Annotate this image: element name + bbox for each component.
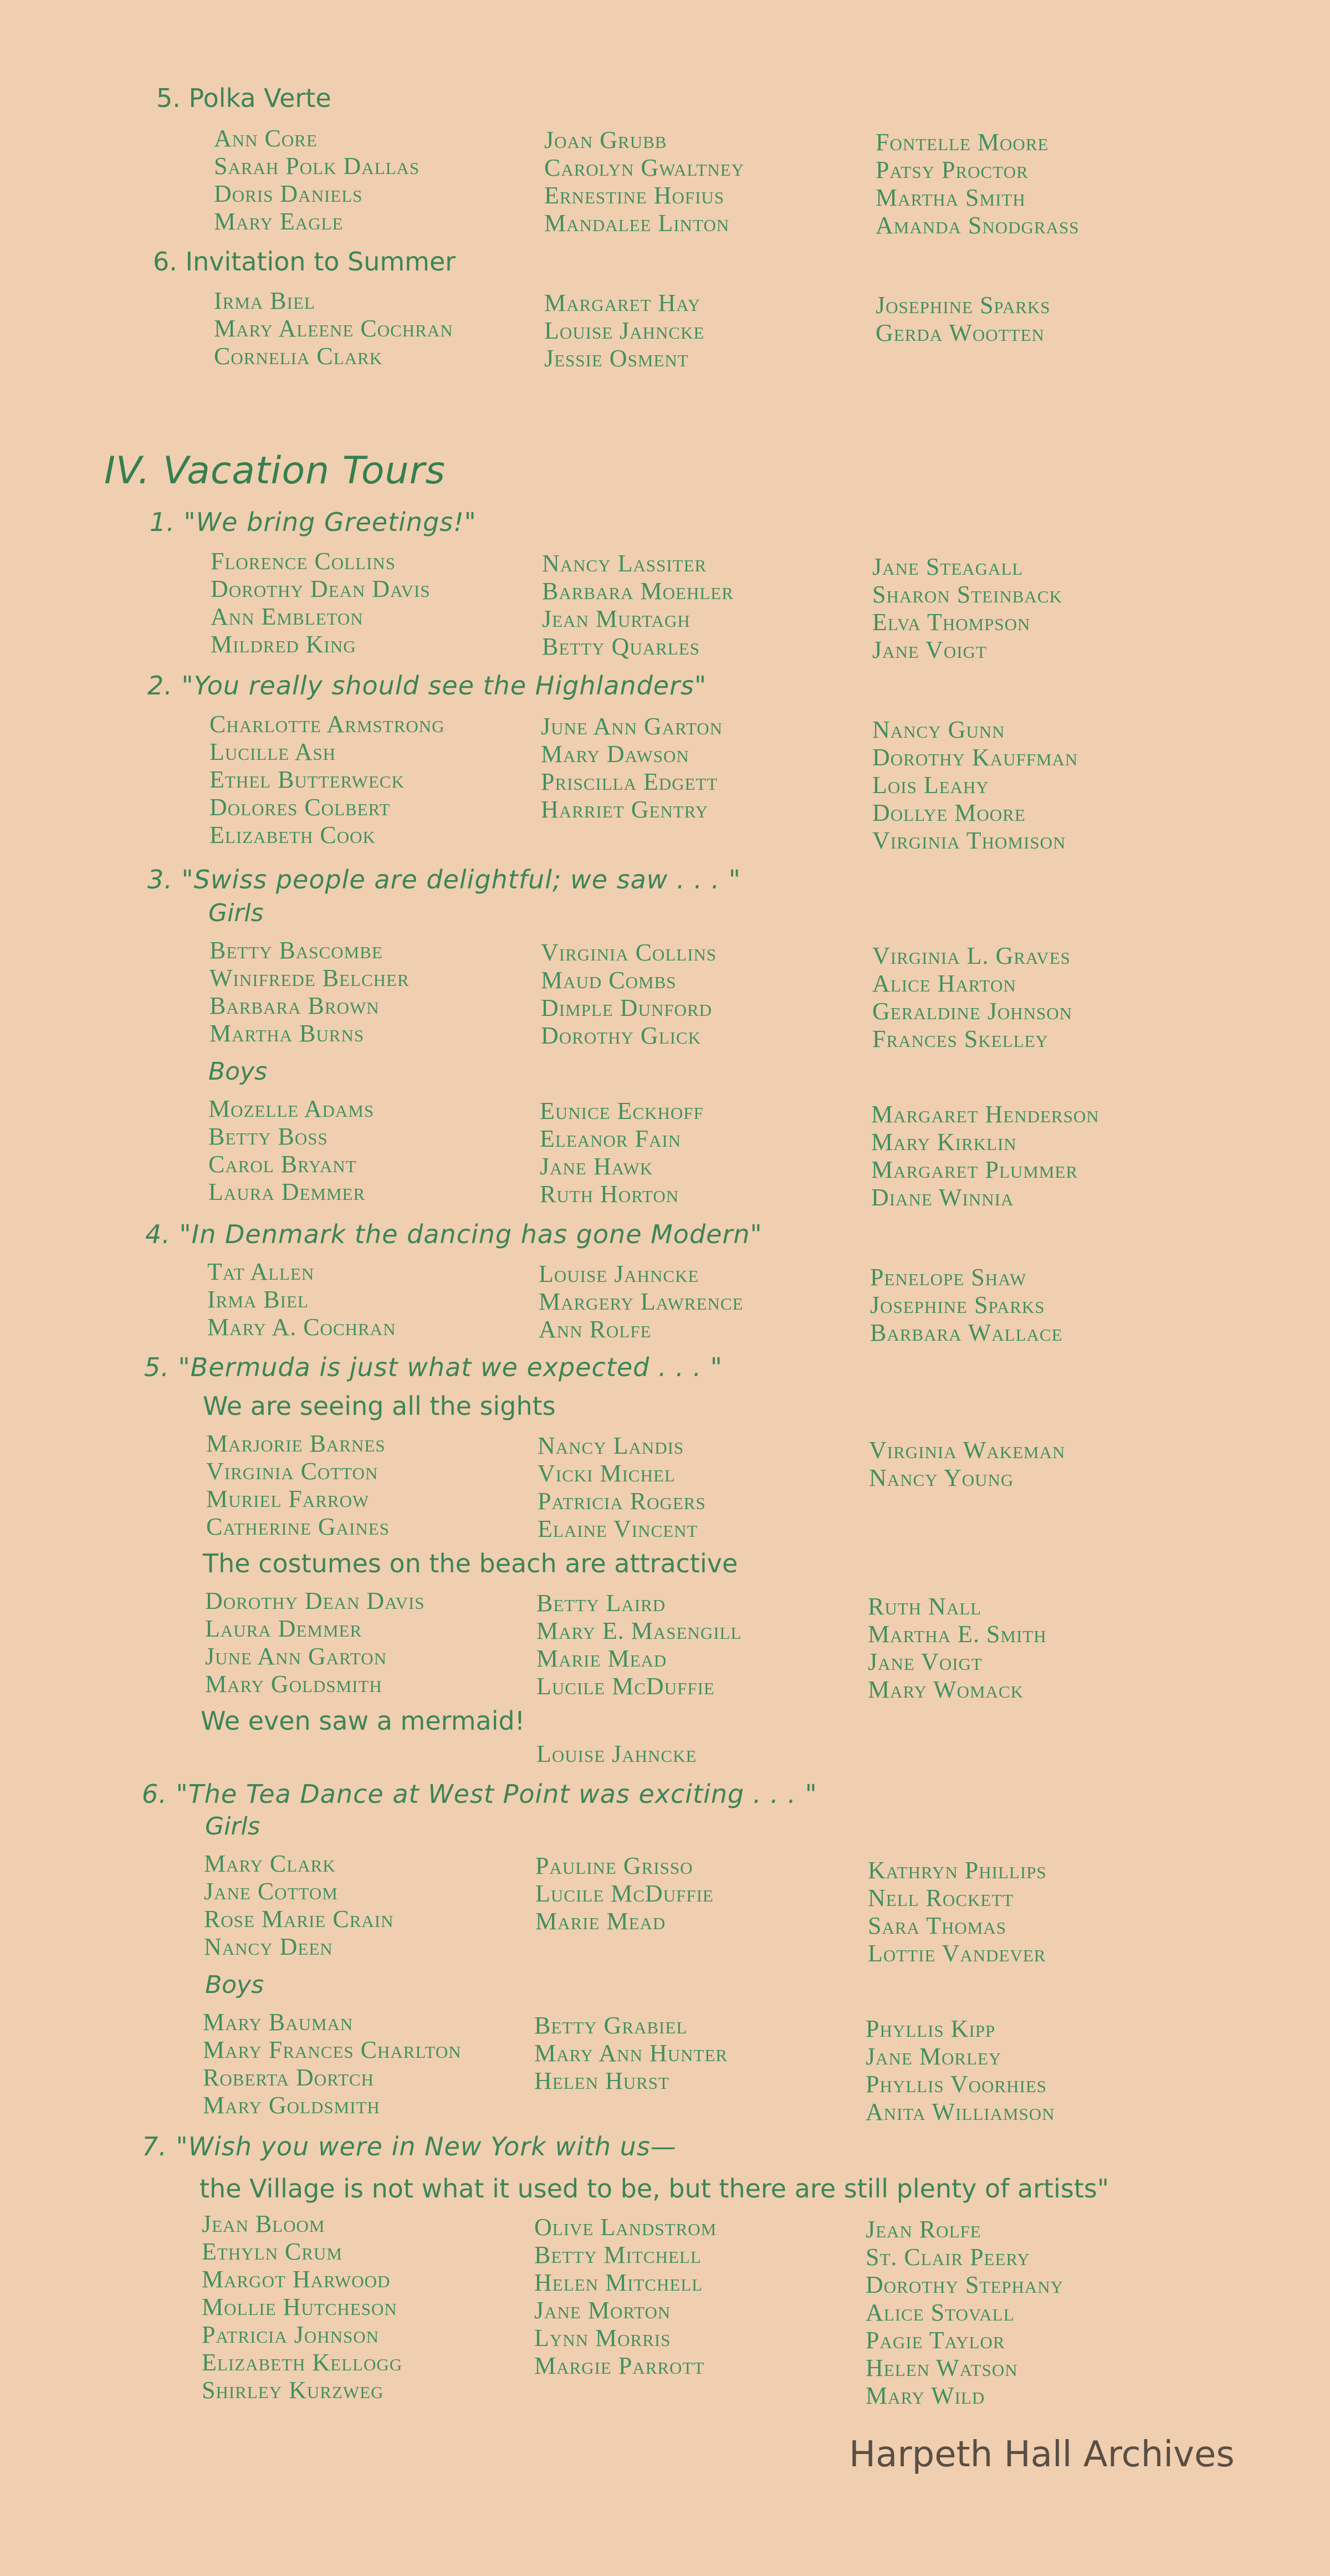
performer-name: Mary Womack <box>868 1676 1024 1703</box>
performer-name: Winifrede Belcher <box>209 964 410 991</box>
performer-name: Dorothy Dean Davis <box>205 1587 425 1614</box>
performer-name: Harriet Gentry <box>541 796 709 823</box>
performer-name: Louise Jahncke <box>539 1260 699 1287</box>
performer-name: Pagie Taylor <box>866 2327 1005 2354</box>
performer-name: Eleanor Fain <box>540 1125 682 1152</box>
name-column <box>209 711 445 849</box>
performer-name: Florence Collins <box>211 548 396 575</box>
performer-name: Geraldine Johnson <box>872 998 1073 1025</box>
group-label: Girls <box>205 1812 260 1841</box>
performer-name: Cornelia Clark <box>214 343 383 370</box>
name-column <box>876 292 1051 347</box>
performer-name: Elizabeth Cook <box>209 821 376 849</box>
performer-name: Mary Wild <box>866 2382 985 2409</box>
performer-name: Josephine Sparks <box>870 1291 1045 1318</box>
name-column <box>872 942 1072 1053</box>
performer-name: Diane Winnia <box>871 1184 1014 1211</box>
performer-name: Mary Eagle <box>214 208 344 235</box>
name-column <box>869 1437 1065 1492</box>
performer-name: Louise Jahncke <box>536 1740 697 1767</box>
performer-name: Lucile McDuffie <box>536 1673 715 1700</box>
tour-title: 3. "Swiss people are delightful; we saw . . . " <box>147 865 741 895</box>
performer-name: Virginia Thomison <box>872 827 1066 854</box>
performer-name: Tat Allen <box>207 1258 315 1285</box>
performer-name: Dimple Dunford <box>541 994 713 1021</box>
performer-name: Alice Harton <box>872 970 1016 997</box>
performer-name: Nancy Gunn <box>872 716 1005 743</box>
performer-name: Fontelle Moore <box>876 129 1049 156</box>
tour-title: 2. "You really should see the Highlanders" <box>147 671 707 701</box>
name-column <box>876 129 1079 239</box>
performer-name: Jean Rolfe <box>866 2216 981 2243</box>
performer-name: Sara Thomas <box>868 1912 1006 1939</box>
performer-name: Barbara Moehler <box>542 577 734 605</box>
performer-name: Patricia Rogers <box>538 1488 706 1515</box>
performer-name: Sharon Steinback <box>872 581 1062 608</box>
performer-name: Charlotte Armstrong <box>209 711 445 738</box>
group-label: The costumes on the beach are attractive <box>203 1548 738 1578</box>
performer-name: Lynn Morris <box>534 2324 671 2352</box>
group-label: the Village is not what it used to be, but there are still plenty of artists" <box>200 2174 1109 2204</box>
performer-name: Carol Bryant <box>208 1151 357 1178</box>
performer-name: Elaine Vincent <box>538 1515 698 1542</box>
performer-name: Helen Watson <box>866 2354 1018 2381</box>
performer-name: Laura Demmer <box>208 1178 366 1205</box>
name-column <box>534 2012 728 2095</box>
performer-name: Dollye Moore <box>872 799 1026 826</box>
performer-name: Virginia Collins <box>541 939 717 966</box>
name-column <box>872 716 1078 855</box>
performer-name: Margaret Henderson <box>871 1101 1099 1128</box>
performer-name: Jane Hawk <box>540 1153 653 1180</box>
performer-name: Ethyln Crum <box>202 2238 342 2265</box>
name-column <box>866 2015 1055 2126</box>
performer-name: Amanda Snodgrass <box>876 212 1080 239</box>
performer-name: Pauline Grisso <box>535 1852 693 1879</box>
name-column <box>534 2214 717 2380</box>
performer-name: Mollie Hutcheson <box>202 2293 397 2321</box>
performer-name: Jean Murtagh <box>542 605 690 632</box>
performer-name: Doris Daniels <box>214 180 363 207</box>
group-label: Boys <box>205 1971 264 1999</box>
performer-name: Marie Mead <box>535 1908 666 1935</box>
performer-name: Betty Bascombe <box>209 937 383 964</box>
name-column <box>202 2210 402 2404</box>
group-label: Girls <box>208 899 264 927</box>
performer-name: Virginia L. Graves <box>872 942 1071 969</box>
performer-name: Shirley Kurzweg <box>202 2376 384 2404</box>
group-label: Boys <box>208 1057 268 1086</box>
name-column <box>203 2008 462 2119</box>
performer-name: Irma Biel <box>207 1286 309 1313</box>
performer-name: Lucile McDuffie <box>535 1880 714 1907</box>
performer-name: Gerda Wootten <box>876 319 1045 346</box>
performer-name: Elva Thompson <box>872 609 1031 636</box>
performer-name: Marie Mead <box>536 1645 667 1672</box>
performer-name: Mary Clark <box>204 1850 336 1877</box>
name-column <box>540 1097 704 1208</box>
performer-name: Betty Boss <box>208 1123 328 1150</box>
section-heading: IV. Vacation Tours <box>104 449 446 493</box>
performer-name: Kathryn Phillips <box>868 1857 1047 1884</box>
performer-name: Margie Parrott <box>534 2352 705 2379</box>
performer-name: Margaret Hay <box>544 289 701 316</box>
name-column <box>868 1593 1047 1704</box>
dance-title: 6. Invitation to Summer <box>153 247 456 277</box>
performer-name: Mary A. Cochran <box>207 1313 396 1341</box>
performer-name: Phyllis Voorhies <box>866 2071 1047 2098</box>
performer-name: Elizabeth Kellogg <box>202 2349 403 2376</box>
performer-name: Mandalee Linton <box>544 209 730 237</box>
performer-name: Jane Morley <box>866 2043 1002 2070</box>
performer-name: Penelope Shaw <box>870 1264 1027 1291</box>
performer-name: Helen Mitchell <box>534 2269 703 2296</box>
name-column <box>872 553 1062 664</box>
tour-title: 5. "Bermuda is just what we expected . . . " <box>144 1352 723 1382</box>
performer-name: Sarah Polk Dallas <box>214 152 420 180</box>
performer-name: Barbara Wallace <box>870 1319 1063 1346</box>
name-column <box>206 1430 390 1541</box>
name-column <box>541 939 717 1050</box>
performer-name: Vicki Michel <box>538 1460 676 1487</box>
performer-name: Anita Williamson <box>866 2098 1055 2125</box>
performer-name: Martha E. Smith <box>868 1621 1047 1648</box>
performer-name: Betty Laird <box>536 1589 666 1617</box>
performer-name: Mary Bauman <box>203 2008 354 2036</box>
performer-name: Jessie Osment <box>544 345 689 372</box>
performer-name: Jane Cottom <box>204 1878 338 1905</box>
tour-title: 6. "The Tea Dance at West Point was exciting . . . " <box>142 1779 817 1809</box>
performer-name: Eunice Eckhoff <box>540 1097 704 1125</box>
performer-name: Mary Goldsmith <box>203 2092 380 2119</box>
performer-name: Mary Ann Hunter <box>534 2040 728 2067</box>
performer-name: Lois Leahy <box>872 771 989 799</box>
performer-name: Phyllis Kipp <box>866 2015 996 2042</box>
performer-name: Joan Grubb <box>544 126 667 154</box>
name-column <box>538 1432 706 1543</box>
name-column <box>544 289 704 372</box>
performer-name: Patsy Proctor <box>876 156 1029 183</box>
performer-name: Helen Hurst <box>534 2067 669 2094</box>
name-column <box>539 1260 744 1343</box>
performer-name: Irma Biel <box>214 287 315 314</box>
performer-name: Mildred King <box>211 631 356 658</box>
performer-name: Alice Stovall <box>866 2299 1015 2326</box>
performer-name: Jane Morton <box>534 2297 671 2324</box>
performer-name: Roberta Dortch <box>203 2064 374 2091</box>
performer-name: Ethel Butterweck <box>209 766 405 793</box>
name-column <box>214 287 453 370</box>
name-column <box>541 713 723 824</box>
performer-name: Jane Voigt <box>872 636 987 663</box>
archives-watermark: Harpeth Hall Archives <box>849 2434 1235 2475</box>
performer-name: Ruth Horton <box>540 1180 679 1208</box>
performer-name: Mary E. Masengill <box>536 1617 742 1644</box>
performer-name: Betty Mitchell <box>534 2241 702 2268</box>
performer-name: Betty Grabiel <box>534 2012 688 2039</box>
performer-name: Ruth Nall <box>868 1593 982 1620</box>
performer-name: Martha Burns <box>209 1020 365 1047</box>
name-column <box>868 1857 1047 1967</box>
name-column <box>871 1101 1099 1212</box>
performer-name: Dolores Colbert <box>209 794 391 821</box>
performer-name: Catherine Gaines <box>206 1513 390 1540</box>
performer-name: Jane Steagall <box>872 553 1024 580</box>
name-column <box>870 1264 1063 1347</box>
performer-name: Ann Embleton <box>211 603 364 630</box>
name-column <box>536 1589 741 1700</box>
name-column <box>208 1095 374 1206</box>
performer-name: Dorothy Glick <box>541 1022 702 1049</box>
performer-name: Mary Goldsmith <box>205 1670 382 1698</box>
performer-name: Mary Kirklin <box>871 1128 1017 1156</box>
performer-name: Betty Quarles <box>542 633 700 660</box>
performer-name: Josephine Sparks <box>876 292 1051 319</box>
performer-name: St. Clair Peery <box>866 2243 1030 2271</box>
performer-name: Dorothy Stephany <box>866 2271 1064 2298</box>
performer-name: Mary Frances Charlton <box>203 2036 462 2063</box>
tour-title: 4. "In Denmark the dancing has gone Modern" <box>145 1219 763 1249</box>
performer-name: Nancy Deen <box>204 1933 333 1960</box>
performer-name: Martha Smith <box>876 184 1026 211</box>
name-column <box>535 1852 714 1935</box>
performer-name: Ann Rolfe <box>539 1316 652 1343</box>
performer-name: Patricia Johnson <box>202 2321 380 2348</box>
performer-name: Olive Landstrom <box>534 2214 717 2241</box>
performer-name: Lucille Ash <box>209 738 336 765</box>
tour-title: 7. "Wish you were in New York with us— <box>142 2132 677 2161</box>
performer-name: Louise Jahncke <box>544 317 705 344</box>
performer-name: Margaret Plummer <box>871 1156 1078 1183</box>
performer-name: Rose Marie Crain <box>204 1905 394 1933</box>
performer-name: Nancy Lassiter <box>542 550 707 577</box>
performer-name: Dorothy Dean Davis <box>211 575 431 602</box>
performer-name: Mozelle Adams <box>208 1095 375 1122</box>
performer-name: June Ann Garton <box>541 713 723 740</box>
performer-name: Ann Core <box>214 125 318 152</box>
performer-name: Mary Dawson <box>541 740 689 768</box>
tour-title: 1. "We bring Greetings!" <box>150 507 477 537</box>
name-column <box>214 125 420 236</box>
performer-name: Nell Rockett <box>868 1884 1014 1911</box>
performer-name: Ernestine Hofius <box>544 182 725 209</box>
performer-name: Margot Harwood <box>202 2266 391 2293</box>
performer-name: Marjorie Barnes <box>206 1430 386 1457</box>
performer-name: Muriel Farrow <box>206 1485 370 1512</box>
performer-name: Nancy Young <box>869 1464 1014 1491</box>
performer-name: Jean Bloom <box>202 2210 325 2237</box>
performer-name: Margery Lawrence <box>539 1288 744 1315</box>
name-column <box>211 548 431 658</box>
performer-name: Maud Combs <box>541 967 677 994</box>
performer-name: Virginia Cotton <box>206 1458 378 1485</box>
dance-title: 5. Polka Verte <box>156 83 331 113</box>
name-column <box>204 1850 393 1961</box>
name-column <box>544 126 744 237</box>
name-column <box>542 550 734 661</box>
performer-name: Priscilla Edgett <box>541 768 718 795</box>
group-label: We even saw a mermaid! <box>201 1706 525 1736</box>
performer-name: Frances Skelley <box>872 1025 1048 1052</box>
name-column <box>536 1740 697 1768</box>
performer-name: Dorothy Kauffman <box>872 744 1078 771</box>
name-column <box>207 1258 396 1341</box>
performer-name: June Ann Garton <box>205 1643 387 1670</box>
performer-name: Lottie Vandever <box>868 1940 1046 1967</box>
name-column <box>209 937 410 1047</box>
performer-name: Jane Voigt <box>868 1648 983 1675</box>
performer-name: Laura Demmer <box>205 1615 362 1642</box>
performer-name: Carolyn Gwaltney <box>544 154 745 181</box>
performer-name: Virginia Wakeman <box>869 1437 1066 1464</box>
group-label: We are seeing all the sights <box>203 1391 556 1421</box>
performer-name: Barbara Brown <box>209 992 380 1019</box>
performer-name: Nancy Landis <box>538 1432 684 1459</box>
name-column <box>205 1587 425 1698</box>
name-column <box>866 2216 1063 2410</box>
performer-name: Mary Aleene Cochran <box>214 315 453 342</box>
